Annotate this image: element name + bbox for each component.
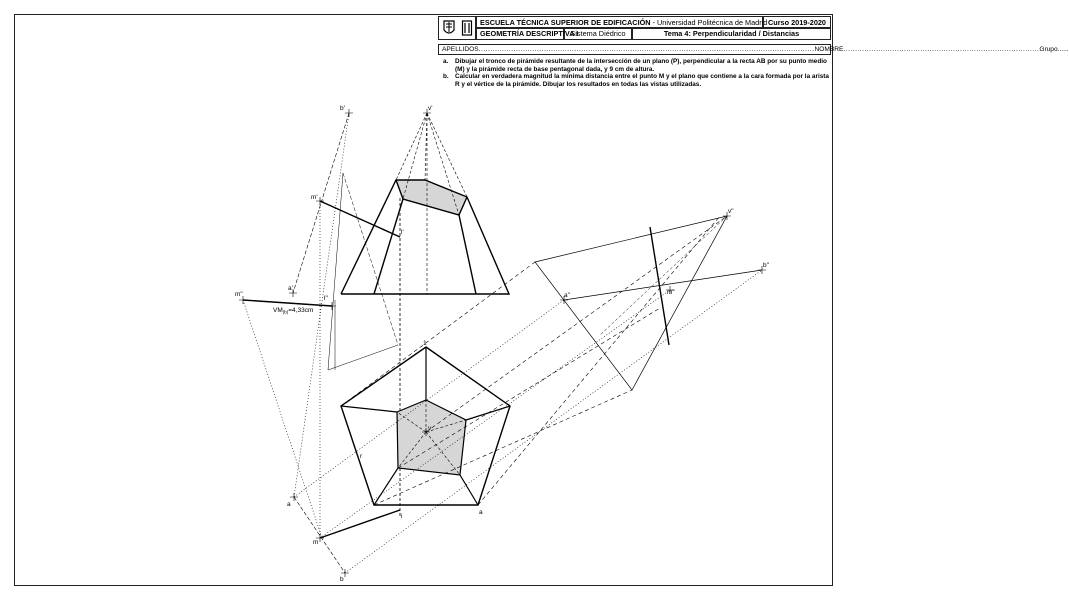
task-letter: a.	[443, 58, 449, 65]
label-b-dbl: b"	[763, 262, 769, 269]
auxiliary-edge	[600, 216, 727, 335]
projection-system: Sistema Diédrico	[564, 27, 632, 40]
auxiliary-profile-edge	[343, 173, 398, 345]
student-info-row: APELLIDOS ................................................................................................................................................ NOMBRE .................................................................................... Grupo ......	[438, 44, 831, 55]
label-v-dbl: v"	[728, 208, 734, 215]
university-name: - Universidad Politécnica de Madrid	[650, 18, 768, 27]
auxiliary-profile-outline	[328, 173, 398, 370]
subject-name: GEOMETRÍA DESCRIPTIVA I	[476, 27, 564, 40]
label-a-plan-right: a	[479, 509, 483, 516]
label-l-dbl: l"	[324, 295, 328, 302]
label-a-prime: a'	[288, 285, 293, 292]
point-labels	[235, 105, 770, 583]
label-top-1: 1	[423, 340, 427, 347]
course-year: Curso 2019-2020	[763, 16, 831, 29]
task-text: Calcular en verdadera magnitud la mínima distancia entre el punto M y el plano que contiene a la cara formada por la arista R y el vértice de la pirámide. Dibujar los resultados en todas las vistas utilizadas.	[455, 73, 829, 88]
label-m-prime: m'	[311, 194, 318, 201]
surname-label: APELLIDOS	[442, 46, 479, 53]
group-label: Grupo	[1039, 46, 1058, 53]
label-v-prime: v'	[428, 105, 433, 112]
label-b-prime: b'	[340, 105, 345, 112]
elevation-segment-ml	[320, 201, 400, 237]
label-m-dbl-right: m"	[667, 289, 675, 296]
elevation-front-edge	[374, 199, 403, 294]
label-m-plan: m	[313, 539, 319, 546]
label-a-dbl: a"	[564, 292, 570, 299]
label-l-prime: l'	[401, 229, 404, 236]
auxiliary-plane-trace	[650, 227, 669, 345]
label-v-plan: v	[428, 425, 432, 432]
plan-section-fill	[397, 400, 466, 475]
recall-lines	[294, 113, 762, 573]
elevation-front-edge	[459, 215, 476, 294]
recall-line-m	[243, 300, 322, 538]
true-magnitude-segment	[243, 300, 332, 306]
true-magnitude-label: $VM_{(b)}=4,33cm$	[273, 307, 314, 315]
line-ab-plan	[294, 497, 345, 573]
auxiliary-line-ab	[564, 270, 762, 300]
label-b-plan: b	[340, 576, 344, 583]
label-m-dbl: m"	[235, 291, 243, 298]
label-r-plan: r	[360, 453, 363, 460]
task-letter: b.	[443, 73, 449, 81]
label-i-plan: i	[401, 513, 403, 520]
label-a-plan: a	[287, 501, 291, 508]
name-label: NOMBRE	[814, 46, 844, 53]
topic-name: Tema 4: Perpendicularidad / Distancias	[632, 27, 831, 40]
school-name: ESCUELA TÉCNICA SUPERIOR DE EDIFICACIÓN	[480, 18, 651, 27]
plan-segment-m	[320, 510, 403, 538]
point-markers	[239, 109, 766, 577]
task-text: Dibujar el tronco de pirámide resultante de la intersección de un plano (P), perpendicular a la recta AB por su punto medio (M) y la pirámide recta de base pentagonal dada, y 9 cm de altura.	[455, 58, 827, 73]
